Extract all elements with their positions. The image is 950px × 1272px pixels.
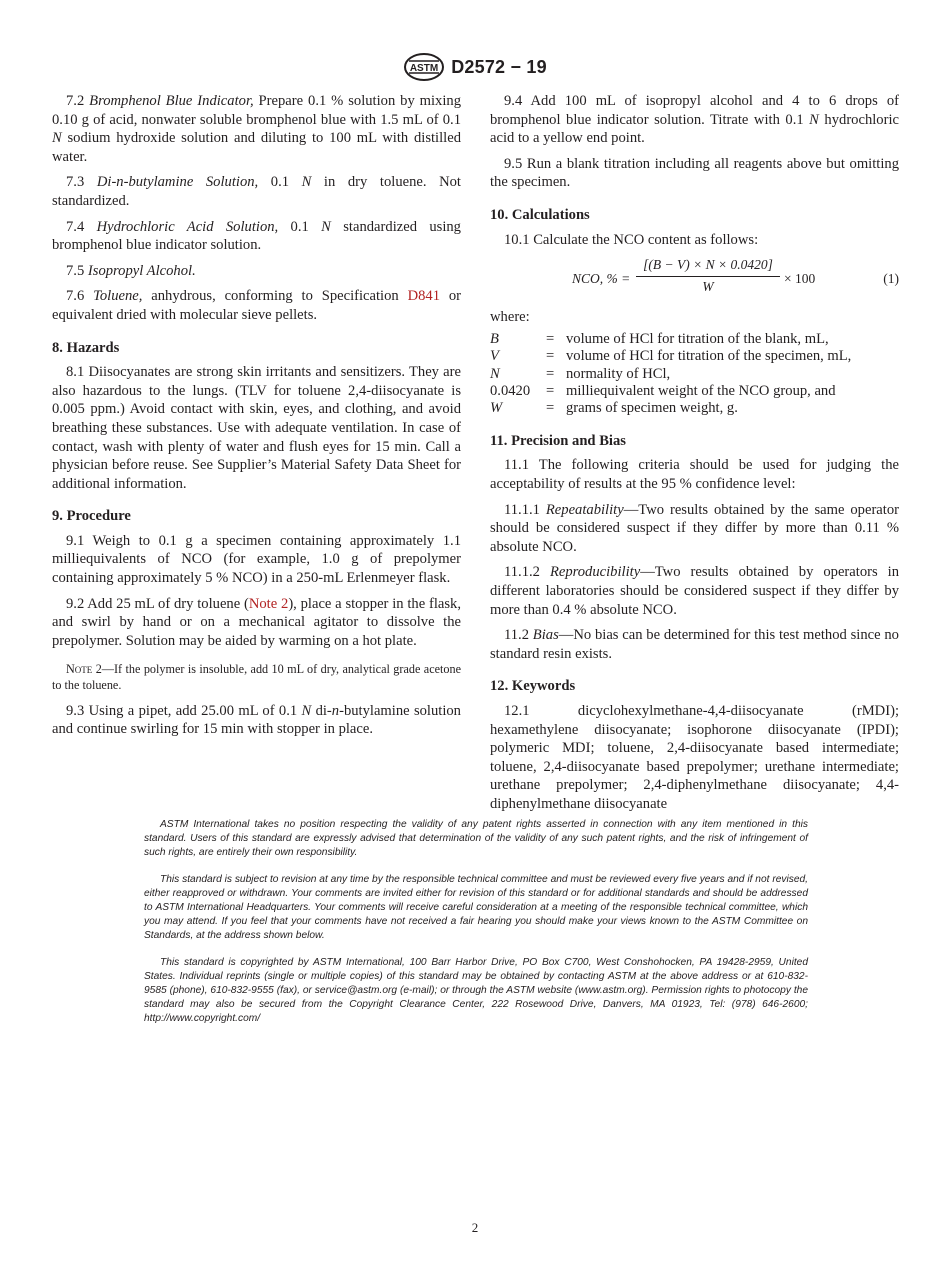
formula-denominator: W xyxy=(702,278,714,294)
formula-fraction xyxy=(636,256,780,296)
definition-row xyxy=(490,331,851,348)
nco-formula xyxy=(490,256,899,304)
definition-symbol: 0.0420 xyxy=(490,382,531,399)
copyright-notice: This standard is copyrighted by ASTM International, 100 Barr Harbor Drive, PO Box C700, West Conshohocken, PA 19428-2959, United States. Individual reprints (single or multiple copies) of this standard may be obtained by contacting ASTM at the above address or at 610-832-9585 (phone), 610-832-9555 (fax), or service@astm.org (e-mail); or through the ASTM website (www.astm.org). Permission rights to photocopy the standard may also be secured from the Copyright Clearance Center, 222 Rosewood Drive, Danvers, MA 01923, Tel: (978) 646-2600; http://www.copyright.com/ xyxy=(144,957,808,1024)
paragraph-9-5: 9.5 Run a blank titration including all reagents above but omitting the specimen. xyxy=(490,155,899,191)
definition-row xyxy=(490,400,851,417)
svg-text:ASTM: ASTM xyxy=(410,63,439,74)
definition-row xyxy=(490,383,851,400)
section-9-heading: 9. Procedure xyxy=(52,508,131,525)
paragraph-7-6: 7.6 Toluene, anhydrous, conforming to Specification D841 or equivalent dried with molecular sieve pellets. xyxy=(52,288,462,323)
paragraph-10-1: 10.1 Calculate the NCO content as follows: xyxy=(504,231,759,248)
definition-symbol: N xyxy=(490,365,500,382)
definition-symbol: W xyxy=(490,400,503,417)
where-label: where: xyxy=(490,309,530,326)
paragraph-7-5: 7.5 Isopropyl Alcohol. xyxy=(66,262,196,279)
definition-description: milliequivalent weight of the NCO group, and xyxy=(566,382,836,399)
paragraph-11-2: 11.2 Bias—No bias can be determined for this test method since no standard resin exists. xyxy=(490,627,899,662)
paragraph-11-1: 11.1 The following criteria should be used for judging the acceptability of results at the 95 % confidence level: xyxy=(490,457,899,492)
definition-description: volume of HCl for titration of the blank, mL, xyxy=(566,330,829,347)
standard-designation: D2572 − 19 xyxy=(451,56,547,77)
section-12-heading: 12. Keywords xyxy=(490,678,576,695)
definition-description: normality of HCl, xyxy=(566,365,671,382)
section-8-heading: 8. Hazards xyxy=(52,339,120,356)
definition-row xyxy=(490,348,851,365)
formula-multiplier: × 100 xyxy=(784,271,816,287)
legal-footer xyxy=(144,818,808,1039)
paragraph-7-4: 7.4 Hydrochloric Acid Solution, 0.1 N standardized using bromphenol blue indicator solution. xyxy=(52,218,461,254)
astm-logo-icon xyxy=(403,52,445,82)
formula-lhs: NCO, % = xyxy=(572,271,631,287)
section-11-heading: 11. Precision and Bias xyxy=(490,432,626,449)
equation-number: (1) xyxy=(883,271,899,287)
note-2-link[interactable]: Note 2 xyxy=(248,595,289,612)
definition-description: grams of specimen weight, g. xyxy=(566,400,738,417)
definition-equals: = xyxy=(546,348,555,365)
paragraph-9-1: 9.1 Weigh to 0.1 g a specimen containing approximately 1.1 milliequivalents of NCO (for example, 1.0 g of prepolymer containing approximately 5 % NCO) in a 250-mL Erlenmeyer flask. xyxy=(52,532,461,587)
formula-numerator: [(B − V) × N × 0.0420] xyxy=(636,256,780,277)
page-header xyxy=(0,52,950,82)
definition-symbol: V xyxy=(490,348,499,365)
revision-notice: This standard is subject to revision at any time by the responsible technical committee and must be reviewed every five years and if not revised, either reapproved or withdrawn. Your comments are invited either for revision of this standard or for additional standards and should be addressed to ASTM International Headquarters. Your comments will receive careful consideration at a meeting of the responsible technical committee, which you may attend. If you feel that your comments have not received a fair hearing you should make your views known to the ASTM Committee on Standards, at the address shown below. xyxy=(144,874,808,941)
paragraph-7-3: 7.3 Di-n-butylamine Solution, 0.1 N in dry toluene. Not standardized. xyxy=(52,174,461,209)
paragraph-7-2: 7.2 Bromphenol Blue Indicator, Prepare 0.1 % solution by mixing 0.10 g of acid, nonwater soluble bromphenol blue with 1.5 mL of 0.1 N sodium hydroxide solution and diluting to 100 mL with distilled water. xyxy=(52,93,461,165)
definition-row xyxy=(490,366,851,383)
paragraph-8-1: 8.1 Diisocyanates are strong skin irritants and sensitizers. They are also hazardous to the lungs. (TLV for toluene 2,4-diisocyanate is 0.005 ppm.) Avoid contact with skin, eyes, and clothing, and avoid breathing these substances. Use with adequate ventilation. In case of contact, wash with plenty of water and flush eyes for 15 min. Call a physician before reuse. See Supplier’s Material Safety Data Sheet for additional information. xyxy=(52,364,461,492)
definition-description: volume of HCl for titration of the specimen, mL, xyxy=(566,348,852,365)
definition-equals: = xyxy=(546,330,555,347)
paragraph-9-4: 9.4 Add 100 mL of isopropyl alcohol and 4 to 6 drops of bromphenol blue indicator solution. Titrate with 0.1 N hydrochloric acid to a yellow end point. xyxy=(490,93,899,147)
note-2: Note 2—If the polymer is insoluble, add 10 mL of dry, analytical grade acetone to the toluene. xyxy=(52,662,461,693)
definition-equals: = xyxy=(546,400,555,417)
paragraph-9-3: 9.3 Using a pipet, add 25.00 mL of 0.1 N di-n-butylamine solution and continue swirling for 15 min with stopper in place. xyxy=(52,702,461,738)
definition-symbol: B xyxy=(490,330,499,347)
variable-definitions xyxy=(490,331,851,418)
page-number: 2 xyxy=(471,1220,479,1235)
definition-equals: = xyxy=(546,365,555,382)
paragraph-12-1: 12.1 dicyclohexylmethane-4,4-diisocyanate (rMDI); hexamethylene diisocyanate; isophorone diisocyanate (IPDI); polymeric MDI; toluene, 2,4-diisocyanate based intermediate; toluene, 2,4-diisocyanate based prepolymer; urethane intermediate; urethane prepolymer; 2,4-diphenylmethane diisocyanate; 4,4-diphenylmethane diisocyanate xyxy=(490,702,899,812)
paragraph-11-1-1: 11.1.1 Repeatability—Two results obtained by the same operator should be considered suspect if they differ by more than 0.11 % absolute NCO. xyxy=(490,501,899,555)
paragraph-9-2: 9.2 Add 25 mL of dry toluene (Note 2), place a stopper in the flask, and swirl by hand or on a mechanical agitator to dissolve the prepolymer. Solution may be aided by warming on a hot plate. xyxy=(52,595,461,649)
definition-equals: = xyxy=(546,382,555,399)
left-column xyxy=(52,92,461,746)
patent-notice: ASTM International takes no position respecting the validity of any patent rights asserted in connection with any item mentioned in this standard. Users of this standard are expressly advised that determination of the validity of any such patent rights, and the risk of infringement of such rights, are entirely their own responsibility. xyxy=(144,819,808,858)
paragraph-11-1-2: 11.1.2 Reproducibility—Two results obtained by operators in different laboratories should be considered suspect if they differ by more than 0.4 % absolute NCO. xyxy=(490,564,899,618)
right-column xyxy=(490,92,899,820)
section-10-heading: 10. Calculations xyxy=(490,206,590,223)
spec-d841-link[interactable]: D841 xyxy=(407,288,440,305)
